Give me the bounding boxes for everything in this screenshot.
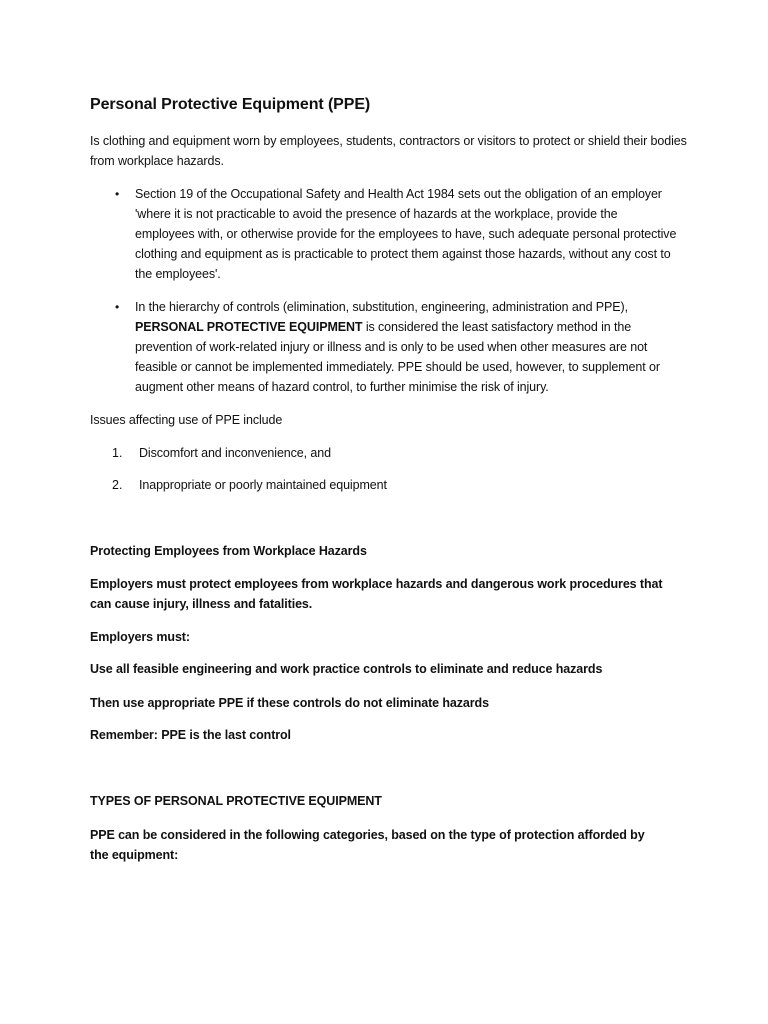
- bullet-marker: •: [115, 187, 120, 201]
- list-text: Inappropriate or poorly maintained equipment: [139, 478, 387, 492]
- bullet-text-before: In the hierarchy of controls (elimination, substitution, engineering, administration and PPE),: [135, 300, 628, 314]
- use-controls-line: Use all feasible engineering and work practice controls to eliminate and reduce hazards: [90, 662, 603, 676]
- list-number: 2.: [112, 478, 123, 492]
- employers-must-label: Employers must:: [90, 630, 190, 644]
- types-heading: TYPES OF PERSONAL PROTECTIVE EQUIPMENT: [90, 794, 382, 808]
- bullet-text: Section 19 of the Occupational Safety and Health Act 1984 sets out the obligation of an employer 'where it is not practicable to avoid the presence of hazards at the workplace, provide the employees with, or otherwise provide for the employees to have, such adequate personal protective clothing and equipment as is practicable to protect them against those hazards, without any cost to the employees'.: [135, 187, 677, 281]
- bullet-marker: •: [115, 300, 120, 314]
- remember-note: Remember: PPE is the last control: [90, 728, 291, 742]
- types-paragraph: PPE can be considered in the following categories, based on the type of protection afforded by the equipment:: [90, 828, 645, 862]
- bullet-text: [135, 297, 680, 397]
- page-title: Personal Protective Equipment (PPE): [90, 96, 371, 113]
- then-ppe-line: Then use appropriate PPE if these controls do not eliminate hazards: [90, 696, 489, 710]
- bullet-text-bold: PERSONAL PROTECTIVE EQUIPMENT: [135, 320, 363, 334]
- list-number: 1.: [112, 446, 123, 460]
- bullet-text-after: is considered the least satisfactory method in the prevention of work-related injury or illness and is only to be used when other measures are not feasible or cannot be implemented immediately. PPE should be used, however, to supplement or augment other means of hazard control, to further minimise the risk of injury.: [135, 320, 660, 394]
- issues-heading: Issues affecting use of PPE include: [90, 413, 283, 427]
- section-paragraph-employers: Employers must protect employees from workplace hazards and dangerous work procedures that can cause injury, illness and fatalities.: [90, 577, 663, 611]
- list-text: Discomfort and inconvenience, and: [139, 446, 331, 460]
- section-heading-protecting: Protecting Employees from Workplace Hazards: [90, 544, 367, 558]
- intro-paragraph: Is clothing and equipment worn by employees, students, contractors or visitors to protect or shield their bodies from workplace hazards.: [90, 134, 687, 168]
